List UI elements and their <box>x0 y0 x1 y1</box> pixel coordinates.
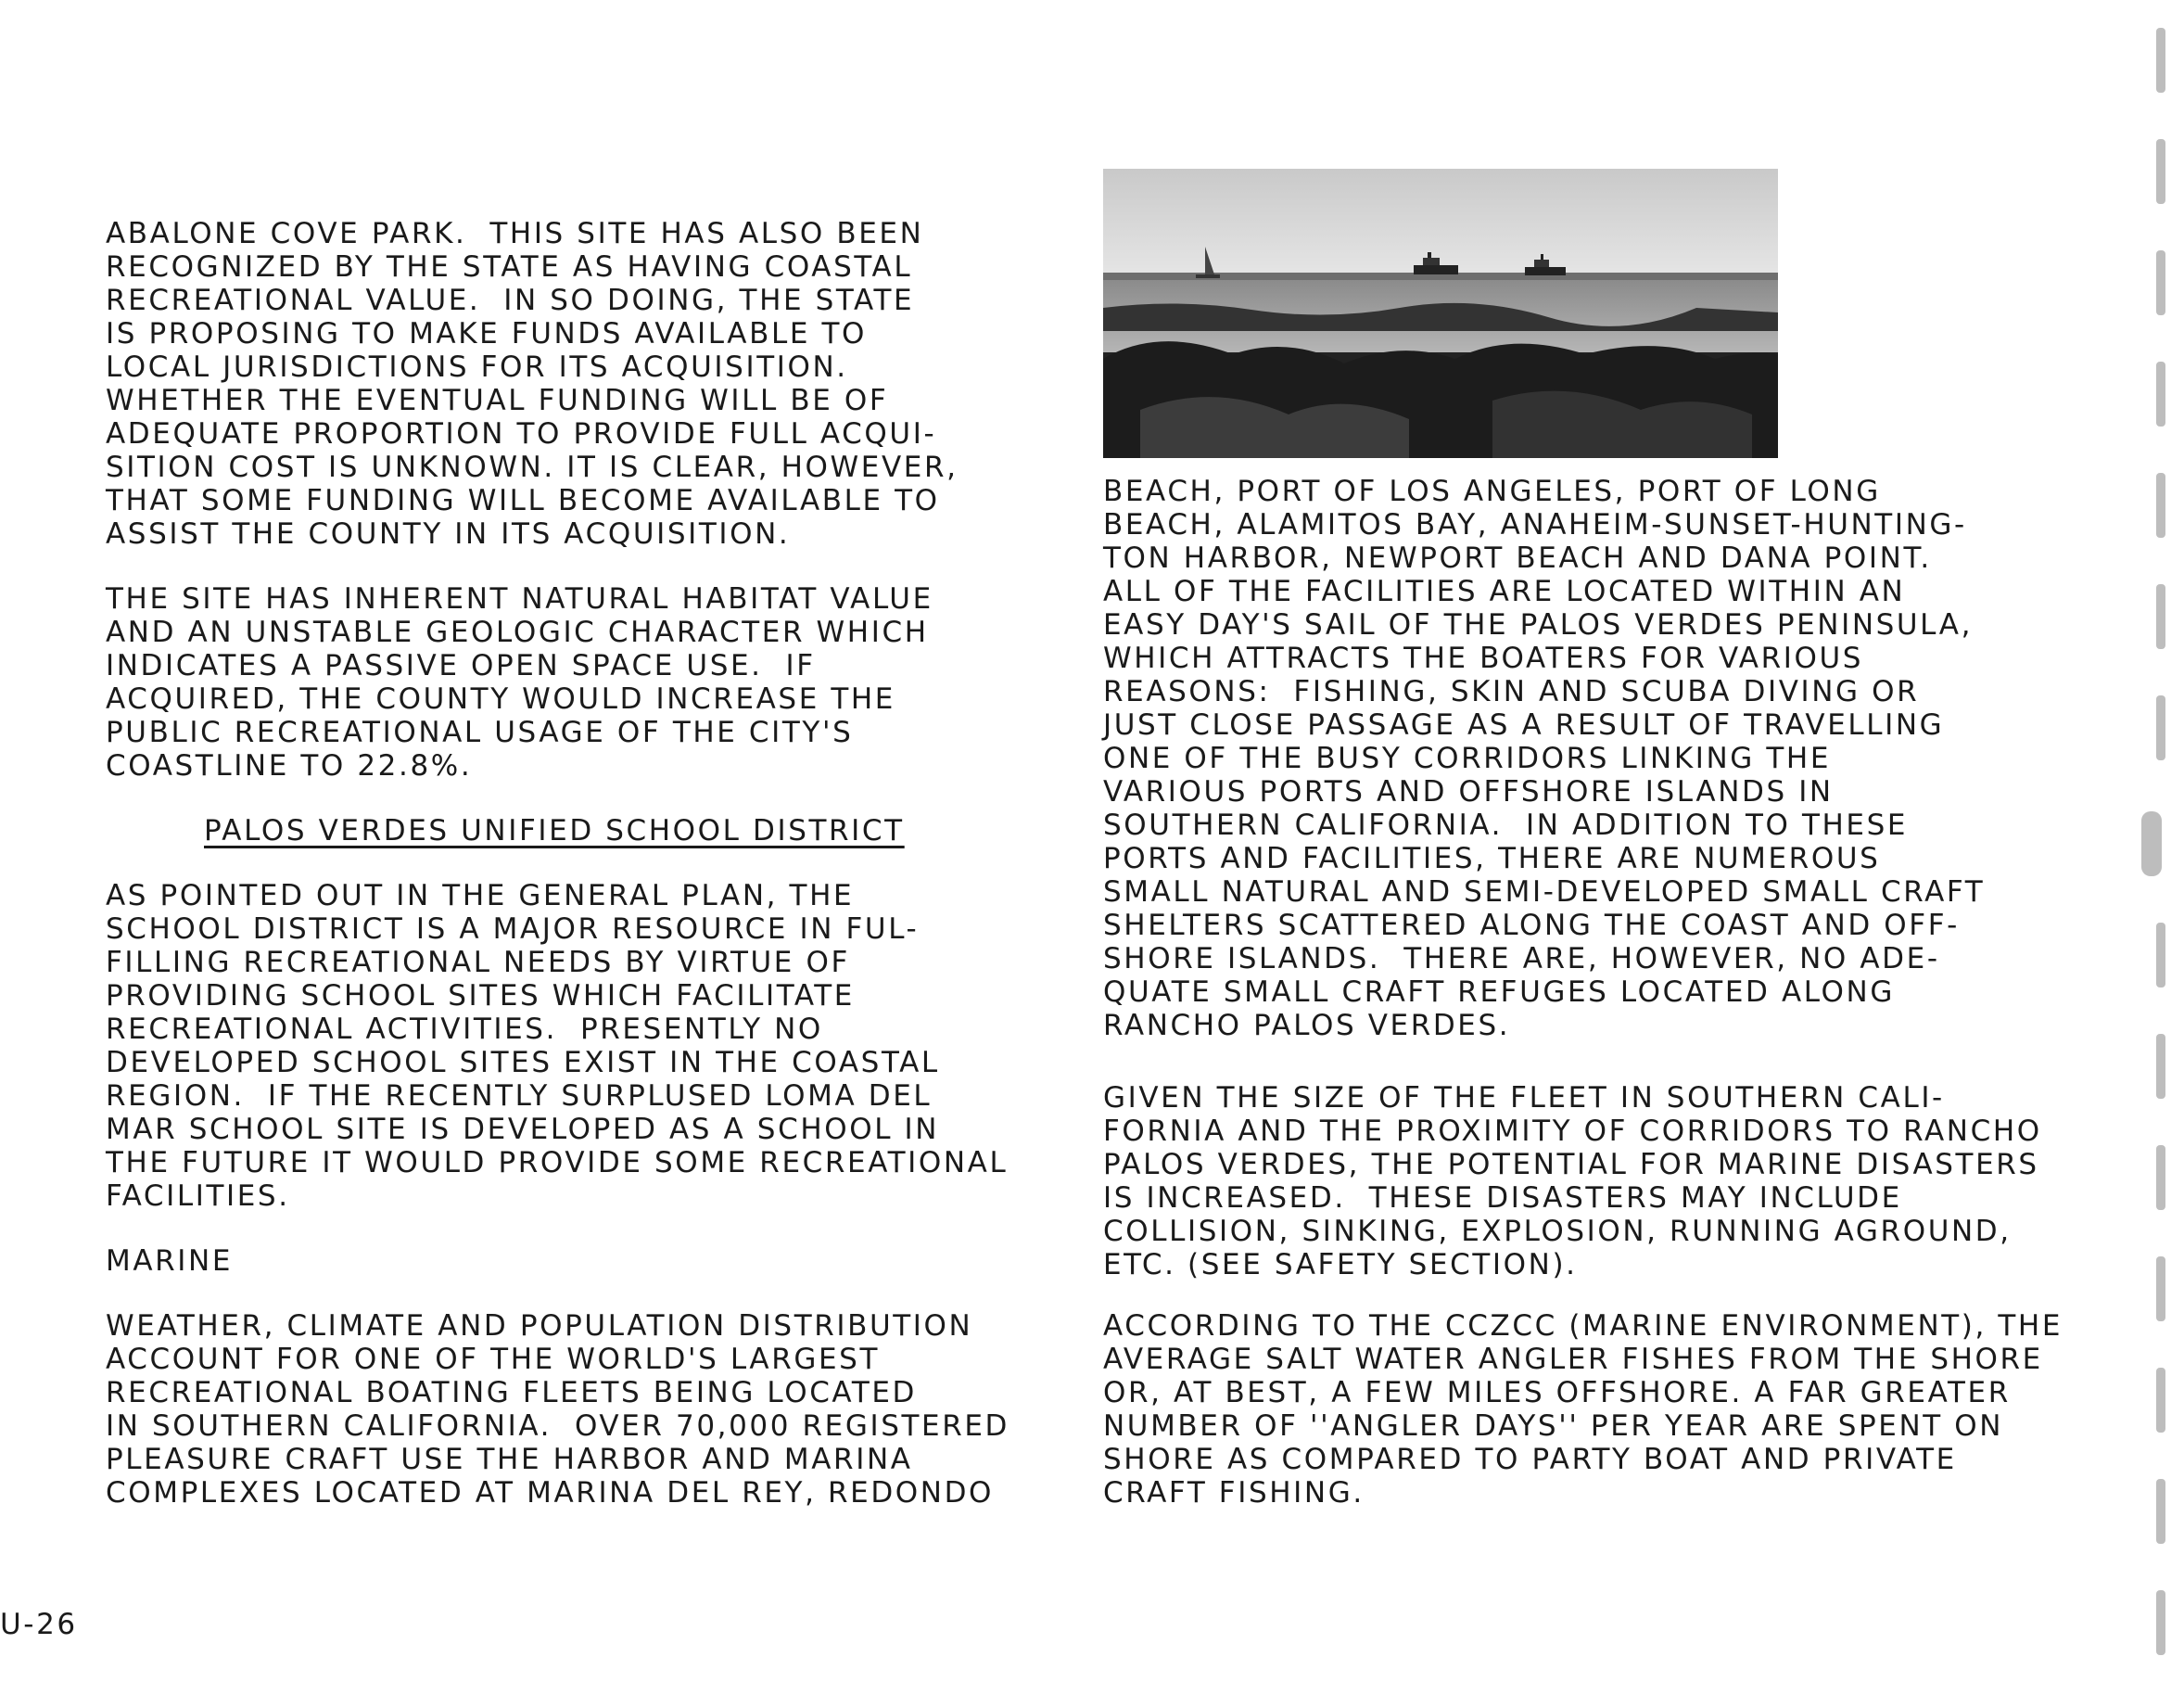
text-line: EASY DAY'S SAIL OF THE PALOS VERDES PENINSULA, <box>1103 608 1974 642</box>
text-line: SITION COST IS UNKNOWN. IT IS CLEAR, HOWEVER, <box>106 451 959 484</box>
text-line: SHELTERS SCATTERED ALONG THE COAST AND OFF- <box>1103 909 1960 942</box>
text-line: ADEQUATE PROPORTION TO PROVIDE FULL ACQUI- <box>106 417 937 451</box>
text-line: SOUTHERN CALIFORNIA. IN ADDITION TO THESE <box>1103 809 1909 842</box>
text-line: COASTLINE TO 22.8%. <box>106 749 473 783</box>
text-line: SMALL NATURAL AND SEMI-DEVELOPED SMALL CRAFT <box>1103 875 1986 909</box>
text-line: AVERAGE SALT WATER ANGLER FISHES FROM THE SHORE <box>1103 1343 2043 1376</box>
text-line: FILLING RECREATIONAL NEEDS BY VIRTUE OF <box>106 946 850 979</box>
right-column-paragraph-2 <box>1103 1081 2104 1281</box>
text-line: CRAFT FISHING. <box>1103 1476 1365 1510</box>
text-line: AND AN UNSTABLE GEOLOGIC CHARACTER WHICH <box>106 616 929 649</box>
text-line: ASSIST THE COUNTY IN ITS ACQUISITION. <box>106 517 791 551</box>
text-line: BEACH, ALAMITOS BAY, ANAHEIM-SUNSET-HUNTING- <box>1103 508 1967 542</box>
text-line: ACCORDING TO THE CCZCC (MARINE ENVIRONMENT), THE <box>1103 1309 2063 1343</box>
text-line: IN SOUTHERN CALIFORNIA. OVER 70,000 REGISTERED <box>106 1409 1010 1443</box>
seascape-photo-icon <box>1103 169 1778 458</box>
text-line: RECREATIONAL ACTIVITIES. PRESENTLY NO <box>106 1013 823 1046</box>
text-line: ALL OF THE FACILITIES ARE LOCATED WITHIN AN <box>1103 575 1906 608</box>
left-column <box>106 217 1033 1510</box>
binding-rings-icon <box>2123 19 2178 1678</box>
text-line: RECOGNIZED BY THE STATE AS HAVING COASTAL <box>106 250 913 284</box>
text-line: WHETHER THE EVENTUAL FUNDING WILL BE OF <box>106 384 889 417</box>
text-line: TON HARBOR, NEWPORT BEACH AND DANA POINT. <box>1103 542 1932 575</box>
text-line: THE FUTURE IT WOULD PROVIDE SOME RECREATIONAL <box>106 1146 1009 1179</box>
text-line: REGION. IF THE RECENTLY SURPLUSED LOMA DEL <box>106 1079 933 1113</box>
text-line: FORNIA AND THE PROXIMITY OF CORRIDORS TO RANCHO <box>1103 1115 2042 1148</box>
text-line: COLLISION, SINKING, EXPLOSION, RUNNING AGROUND, <box>1103 1215 2012 1248</box>
text-line: QUATE SMALL CRAFT REFUGES LOCATED ALONG <box>1103 975 1895 1009</box>
text-line: OR, AT BEST, A FEW MILES OFFSHORE. A FAR GREATER <box>1103 1376 2011 1409</box>
text-line: COMPLEXES LOCATED AT MARINA DEL REY, REDONDO <box>106 1476 995 1510</box>
text-line: AS POINTED OUT IN THE GENERAL PLAN, THE <box>106 879 855 912</box>
page-number: U-26 <box>0 1608 78 1641</box>
text-line: RECREATIONAL VALUE. IN SO DOING, THE STATE <box>106 284 915 317</box>
text-line: PLEASURE CRAFT USE THE HARBOR AND MARINA <box>106 1443 913 1476</box>
section-heading-school-district: PALOS VERDES UNIFIED SCHOOL DISTRICT <box>204 814 905 847</box>
text-line: JUST CLOSE PASSAGE AS A RESULT OF TRAVELLING <box>1103 708 1945 742</box>
text-line: RANCHO PALOS VERDES. <box>1103 1009 1511 1042</box>
text-line: FACILITIES. <box>106 1179 290 1213</box>
text-line: GIVEN THE SIZE OF THE FLEET IN SOUTHERN CALI- <box>1103 1081 1945 1115</box>
text-line: MAR SCHOOL SITE IS DEVELOPED AS A SCHOOL IN <box>106 1113 940 1146</box>
text-line: VARIOUS PORTS AND OFFSHORE ISLANDS IN <box>1103 775 1834 809</box>
section-heading-marine: MARINE <box>106 1244 234 1278</box>
text-line: LOCAL JURISDICTIONS FOR ITS ACQUISITION. <box>106 350 848 384</box>
text-line: INDICATES A PASSIVE OPEN SPACE USE. IF <box>106 649 816 682</box>
text-line: ONE OF THE BUSY CORRIDORS LINKING THE <box>1103 742 1832 775</box>
text-line: PALOS VERDES, THE POTENTIAL FOR MARINE DISASTERS <box>1103 1148 2039 1181</box>
text-line: WHICH ATTRACTS THE BOATERS FOR VARIOUS <box>1103 642 1864 675</box>
text-line: ACCOUNT FOR ONE OF THE WORLD'S LARGEST <box>106 1343 880 1376</box>
text-line: ACQUIRED, THE COUNTY WOULD INCREASE THE <box>106 682 895 716</box>
text-line: PORTS AND FACILITIES, THERE ARE NUMEROUS <box>1103 842 1881 875</box>
text-line: THAT SOME FUNDING WILL BECOME AVAILABLE TO <box>106 484 940 517</box>
text-line: SHORE AS COMPARED TO PARTY BOAT AND PRIVATE <box>1103 1443 1957 1476</box>
right-column <box>1103 475 2104 1042</box>
text-line: THE SITE HAS INHERENT NATURAL HABITAT VALUE <box>106 582 933 616</box>
text-line: PUBLIC RECREATIONAL USAGE OF THE CITY'S <box>106 716 854 749</box>
text-line: WEATHER, CLIMATE AND POPULATION DISTRIBUTION <box>106 1309 973 1343</box>
text-line: IS INCREASED. THESE DISASTERS MAY INCLUDE <box>1103 1181 1902 1215</box>
text-line: IS PROPOSING TO MAKE FUNDS AVAILABLE TO <box>106 317 868 350</box>
right-column-paragraph-3 <box>1103 1309 2104 1510</box>
text-line: REASONS: FISHING, SKIN AND SCUBA DIVING OR <box>1103 675 1920 708</box>
text-line: PROVIDING SCHOOL SITES WHICH FACILITATE <box>106 979 855 1013</box>
text-line: DEVELOPED SCHOOL SITES EXIST IN THE COASTAL <box>106 1046 940 1079</box>
text-line: RECREATIONAL BOATING FLEETS BEING LOCATED <box>106 1376 918 1409</box>
text-line: SHORE ISLANDS. THERE ARE, HOWEVER, NO ADE- <box>1103 942 1940 975</box>
text-line: NUMBER OF ''ANGLER DAYS'' PER YEAR ARE SPENT ON <box>1103 1409 2004 1443</box>
text-line: ABALONE COVE PARK. THIS SITE HAS ALSO BEEN <box>106 217 924 250</box>
text-line: BEACH, PORT OF LOS ANGELES, PORT OF LONG <box>1103 475 1881 508</box>
text-line: SCHOOL DISTRICT IS A MAJOR RESOURCE IN FUL- <box>106 912 920 946</box>
text-line: ETC. (SEE SAFETY SECTION). <box>1103 1248 1578 1281</box>
